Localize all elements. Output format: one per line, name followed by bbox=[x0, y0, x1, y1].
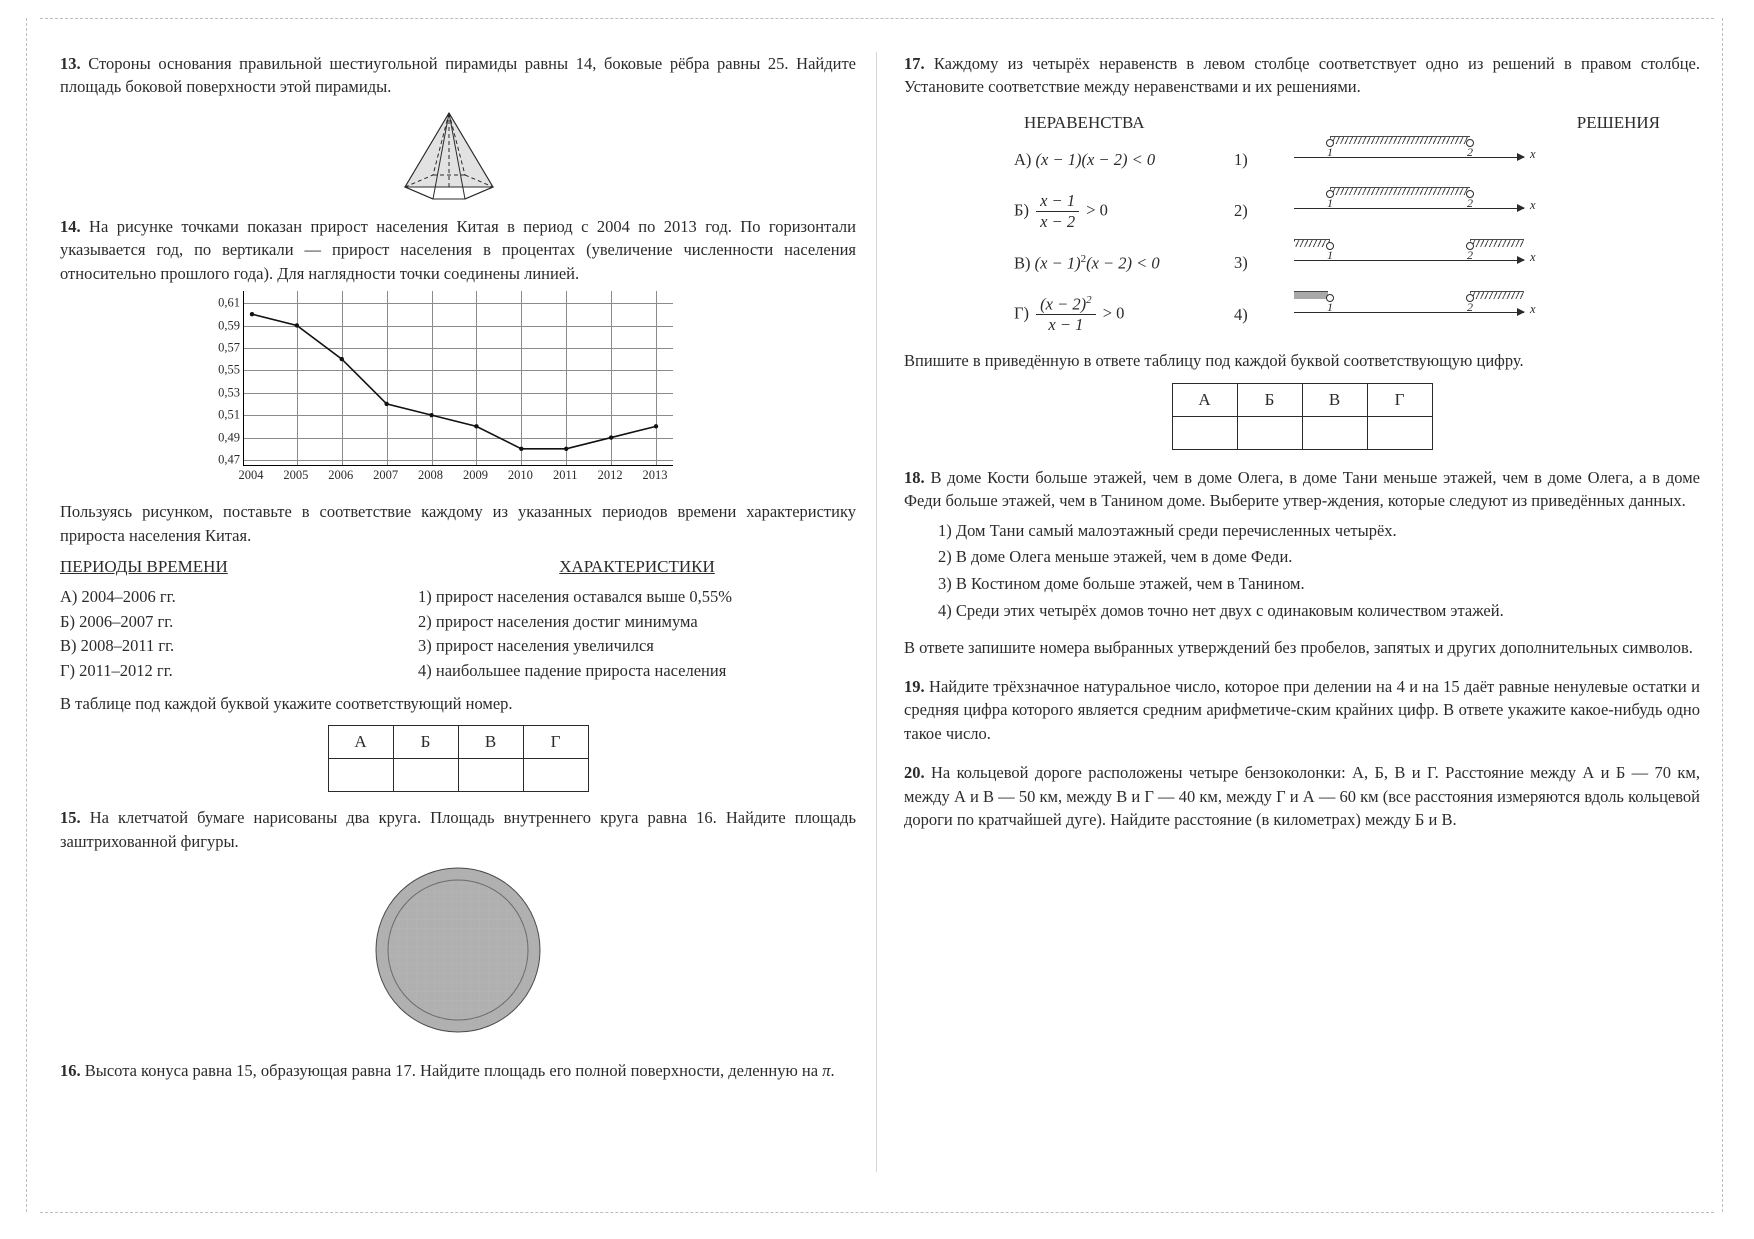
inequality-v-expr-a: (x − 1) bbox=[1034, 253, 1081, 273]
list-item: А) 2004–2006 гг. bbox=[60, 586, 176, 606]
circles-svg bbox=[308, 865, 608, 1035]
question-18 bbox=[904, 466, 1700, 513]
question-15 bbox=[60, 806, 856, 853]
inequality-a-expr: (x − 1)(x − 2) < 0 bbox=[1035, 149, 1156, 169]
question-16-text: Высота конуса равна 15, образующая равна 17. Найдите площадь его полной поверхности, деленную на bbox=[84, 1061, 819, 1081]
chart-area bbox=[218, 291, 673, 483]
table-row bbox=[328, 759, 588, 792]
question-18-options bbox=[938, 519, 1700, 624]
arrow-right-icon bbox=[1517, 153, 1525, 161]
shaded-region-right bbox=[1470, 291, 1524, 299]
characteristics-list bbox=[418, 585, 856, 684]
solution-number-4: 4) bbox=[1234, 304, 1248, 324]
cut-mark-right bbox=[1722, 18, 1723, 1212]
inequality-a-letter: А) bbox=[1014, 149, 1032, 169]
numberline-3 bbox=[1294, 246, 1700, 280]
table-row bbox=[1172, 416, 1432, 449]
fraction-denominator: x − 1 bbox=[1036, 314, 1095, 335]
inequalities-title: НЕРАВЕНСТВА bbox=[1024, 112, 1145, 132]
question-16-number: 16. bbox=[60, 1061, 81, 1081]
tick-label: 1 bbox=[1327, 144, 1333, 159]
x-axis-tick-label: 2012 bbox=[597, 468, 623, 483]
answer-cell-a[interactable] bbox=[1172, 416, 1237, 449]
inequality-row-a bbox=[904, 143, 1700, 177]
tick-label: 1 bbox=[1327, 196, 1333, 211]
inequalities-headers bbox=[904, 113, 1700, 133]
answer-cell-g[interactable] bbox=[523, 759, 588, 792]
axis-label-x: x bbox=[1530, 249, 1536, 264]
matching-lists bbox=[60, 557, 856, 684]
question-17-number: 17. bbox=[904, 54, 925, 73]
axis-label-x: x bbox=[1530, 198, 1536, 213]
question-13 bbox=[60, 52, 856, 99]
cut-mark-left bbox=[26, 18, 27, 1212]
question-18-number: 18. bbox=[904, 467, 925, 487]
numberline-1 bbox=[1294, 143, 1700, 177]
numberline-4 bbox=[1294, 298, 1700, 332]
y-axis-tick-label: 0,51 bbox=[218, 407, 240, 422]
cut-mark-top bbox=[40, 18, 1714, 19]
answer-cell-v[interactable] bbox=[1302, 416, 1367, 449]
question-14-number: 14. bbox=[60, 216, 81, 236]
shaded-region bbox=[1330, 136, 1470, 144]
question-16-tail: . bbox=[830, 1061, 835, 1081]
periods-block bbox=[60, 557, 390, 684]
answer-table-17[interactable] bbox=[1172, 383, 1433, 450]
table-row bbox=[328, 726, 588, 759]
x-axis-tick-label: 2004 bbox=[238, 468, 264, 483]
population-growth-chart bbox=[60, 291, 856, 483]
fraction bbox=[1036, 294, 1095, 336]
axis-label-x: x bbox=[1530, 146, 1536, 161]
x-axis-tick-label: 2013 bbox=[642, 468, 668, 483]
inequality-v bbox=[904, 253, 1234, 274]
shaded-region-left bbox=[1294, 291, 1328, 299]
question-17-instruction: Впишите в приведённую в ответе таблицу под каждой буквой соответствующую цифру. bbox=[904, 351, 1524, 371]
inequality-row-v bbox=[904, 246, 1700, 280]
table-row bbox=[1172, 383, 1432, 416]
inequality-row-g bbox=[904, 294, 1700, 336]
pi-symbol: π bbox=[822, 1061, 831, 1081]
question-17 bbox=[904, 52, 1700, 99]
chart-series bbox=[244, 291, 674, 466]
question-15-text: На клетчатой бумаге нарисованы два круга. Площадь внутреннего круга равна 16. Найдите площадь заштрихованной фигуры. bbox=[60, 808, 857, 851]
y-axis-tick-label: 0,59 bbox=[218, 318, 240, 333]
y-axis-tick-label: 0,57 bbox=[218, 340, 240, 355]
fraction bbox=[1036, 191, 1079, 232]
right-column bbox=[904, 52, 1700, 1172]
x-axis-tick-label: 2005 bbox=[283, 468, 309, 483]
x-axis-tick-label: 2011 bbox=[552, 468, 578, 483]
tick-label: 1 bbox=[1327, 299, 1333, 314]
solution-number-3: 3) bbox=[1234, 252, 1248, 272]
answer-header-b: Б bbox=[393, 726, 458, 759]
characteristics-block bbox=[418, 557, 856, 684]
question-20-text: На кольцевой дороге расположены четыре бензоколонки: А, Б, В и Г. Расстояние между А и Б — 70 км, между А и В — 50 км, между В и Г — 40 км, между Г и А — 60 км (все расстояния измеряются вдоль кольцевой дороги по кратчайшей дуге). Найдите расстояние (в километрах) между Б и В. bbox=[904, 763, 1701, 830]
x-axis-tick-label: 2009 bbox=[462, 468, 488, 483]
arrow-right-icon bbox=[1517, 308, 1525, 316]
tick-label: 1 bbox=[1327, 247, 1333, 262]
cut-mark-bottom bbox=[40, 1212, 1714, 1213]
tick-label: 2 bbox=[1467, 196, 1473, 211]
list-item: 4) наибольшее падение прироста населения bbox=[418, 661, 727, 681]
left-column bbox=[60, 52, 856, 1172]
question-19-text: Найдите трёхзначное натуральное число, которое при делении на 4 и на 15 даёт равные ненулевые остатки и средняя цифра которого является средним арифметиче-ским крайних цифр. В ответе укажите какое-нибудь одно такое число. bbox=[904, 677, 1701, 743]
inequality-g bbox=[904, 294, 1234, 336]
two-circles-figure bbox=[308, 865, 608, 1035]
answer-header-v: В bbox=[458, 726, 523, 759]
inequality-row-b bbox=[904, 191, 1700, 232]
question-17-text: Каждому из четырёх неравенств в левом столбце соответствует одно из решений в правом столбце. Установите соответствие между неравенствами и их решениями. bbox=[904, 54, 1700, 97]
x-axis-tick-label: 2010 bbox=[507, 468, 533, 483]
tick-label: 2 bbox=[1467, 144, 1473, 159]
pyramid-svg bbox=[60, 105, 856, 213]
list-item: Г) 2011–2012 гг. bbox=[60, 661, 173, 681]
list-item: 1) Дом Тани самый малоэтажный среди перечисленных четырёх. bbox=[938, 520, 1397, 540]
tick-label: 2 bbox=[1467, 247, 1473, 262]
question-13-number: 13. bbox=[60, 54, 81, 73]
y-axis-tick-label: 0,61 bbox=[218, 295, 240, 310]
question-18-text: В доме Кости больше этажей, чем в доме Олега, в доме Тани меньше этажей, чем в доме Олега, а в доме Феди больше этажей, чем в Танином доме. Выберите утвер-ждения, которые следуют из приведённых данных. bbox=[904, 467, 1701, 511]
inequality-v-letter: В) bbox=[1014, 253, 1031, 273]
inequality-a bbox=[904, 150, 1234, 170]
x-axis-tick-label: 2008 bbox=[418, 468, 444, 483]
fraction-numerator: x − 1 bbox=[1040, 190, 1076, 210]
answer-header-g: Г bbox=[1367, 383, 1432, 416]
fraction-numerator-power: 2 bbox=[1086, 293, 1092, 306]
question-18-footer: В ответе запишите номера выбранных утверждений без пробелов, запятых и других дополнительных символов. bbox=[904, 637, 1693, 657]
list-item: 4) Среди этих четырёх домов точно нет двух с одинаковым количеством этажей. bbox=[938, 600, 1504, 620]
list-item: В) 2008–2011 гг. bbox=[60, 636, 175, 656]
periods-list bbox=[60, 585, 390, 684]
answer-table-14[interactable] bbox=[328, 725, 589, 792]
fraction-numerator-text: (x − 2) bbox=[1040, 294, 1087, 314]
answer-cell-b[interactable] bbox=[1237, 416, 1302, 449]
periods-title: ПЕРИОДЫ ВРЕМЕНИ bbox=[60, 556, 228, 576]
question-13-text: Стороны основания правильной шестиугольной пирамиды равны 14, боковые рёбра равны 25. Найдите площадь боковой поверхности этой пирамиды. bbox=[60, 54, 857, 97]
numberline-2 bbox=[1294, 194, 1700, 228]
list-item: 1) прирост населения оставался выше 0,55% bbox=[418, 586, 732, 606]
fraction-denominator: x − 2 bbox=[1036, 211, 1079, 232]
fraction-numerator bbox=[1036, 294, 1095, 315]
shaded-region bbox=[1330, 187, 1470, 195]
question-19 bbox=[904, 675, 1700, 745]
list-item: Б) 2006–2007 гг. bbox=[60, 611, 174, 631]
answer-header-a: А bbox=[328, 726, 393, 759]
question-20-number: 20. bbox=[904, 763, 925, 783]
y-axis-tick-label: 0,55 bbox=[218, 362, 240, 377]
list-item: 3) прирост населения увеличился bbox=[418, 636, 654, 656]
inequality-b-letter: Б) bbox=[1014, 200, 1029, 220]
question-14 bbox=[60, 215, 856, 285]
question-20 bbox=[904, 761, 1700, 831]
solutions-title: РЕШЕНИЯ bbox=[1576, 112, 1660, 132]
x-axis-tick-label: 2006 bbox=[328, 468, 354, 483]
y-axis-tick-label: 0,47 bbox=[218, 452, 240, 467]
shaded-region-left bbox=[1294, 239, 1330, 247]
inequality-b-relation: > 0 bbox=[1086, 200, 1108, 220]
answer-cell-b[interactable] bbox=[393, 759, 458, 792]
page-columns bbox=[60, 52, 1700, 1172]
answer-cell-a[interactable] bbox=[328, 759, 393, 792]
list-item: 2) В доме Олега меньше этажей, чем в доме Феди. bbox=[938, 547, 1293, 567]
solution-number-1: 1) bbox=[1234, 149, 1248, 169]
answer-header-a: А bbox=[1172, 383, 1237, 416]
answer-cell-g[interactable] bbox=[1367, 416, 1432, 449]
list-item: 2) прирост населения достиг минимума bbox=[418, 611, 698, 631]
axis-label-x: x bbox=[1530, 301, 1536, 316]
tick-label: 2 bbox=[1467, 299, 1473, 314]
inequality-v-power: 2 bbox=[1080, 252, 1087, 265]
question-14-instruction: В таблице под каждой буквой укажите соответствующий номер. bbox=[60, 693, 513, 713]
question-15-number: 15. bbox=[60, 808, 81, 828]
characteristics-title: ХАРАКТЕРИСТИКИ bbox=[559, 556, 715, 576]
answer-cell-v[interactable] bbox=[458, 759, 523, 792]
y-axis-tick-label: 0,53 bbox=[218, 385, 240, 400]
y-axis-tick-label: 0,49 bbox=[218, 430, 240, 445]
arrow-right-icon bbox=[1517, 204, 1525, 212]
answer-header-b: Б bbox=[1237, 383, 1302, 416]
chart-plot bbox=[243, 291, 673, 466]
question-19-number: 19. bbox=[904, 677, 925, 697]
question-14-text: На рисунке точками показан прирост населения Китая в период с 2004 по 2013 год. По горизонтали указывается год, по вертикали — прирост населения в процентах (увеличение численности населения относительно прошлого года). Для наглядности точки соединены линией. bbox=[60, 216, 856, 283]
inequality-g-letter: Г) bbox=[1014, 303, 1030, 323]
answer-header-g: Г bbox=[523, 726, 588, 759]
inequality-b bbox=[904, 191, 1234, 232]
inequality-g-relation: > 0 bbox=[1102, 303, 1125, 323]
solution-number-2: 2) bbox=[1234, 201, 1248, 221]
shaded-region-right bbox=[1470, 239, 1524, 247]
question-16 bbox=[60, 1059, 856, 1082]
hexagonal-pyramid-figure bbox=[60, 105, 856, 213]
inequality-v-expr-b: (x − 2) < 0 bbox=[1086, 253, 1160, 273]
question-14-after-chart: Пользуясь рисунком, поставьте в соответствие каждому из указанных периодов времени характеристику прироста населения Китая. bbox=[60, 502, 856, 545]
arrow-right-icon bbox=[1517, 256, 1525, 264]
list-item: 3) В Костином доме больше этажей, чем в Танином. bbox=[938, 574, 1305, 594]
answer-header-v: В bbox=[1302, 383, 1367, 416]
x-axis-tick-label: 2007 bbox=[373, 468, 399, 483]
